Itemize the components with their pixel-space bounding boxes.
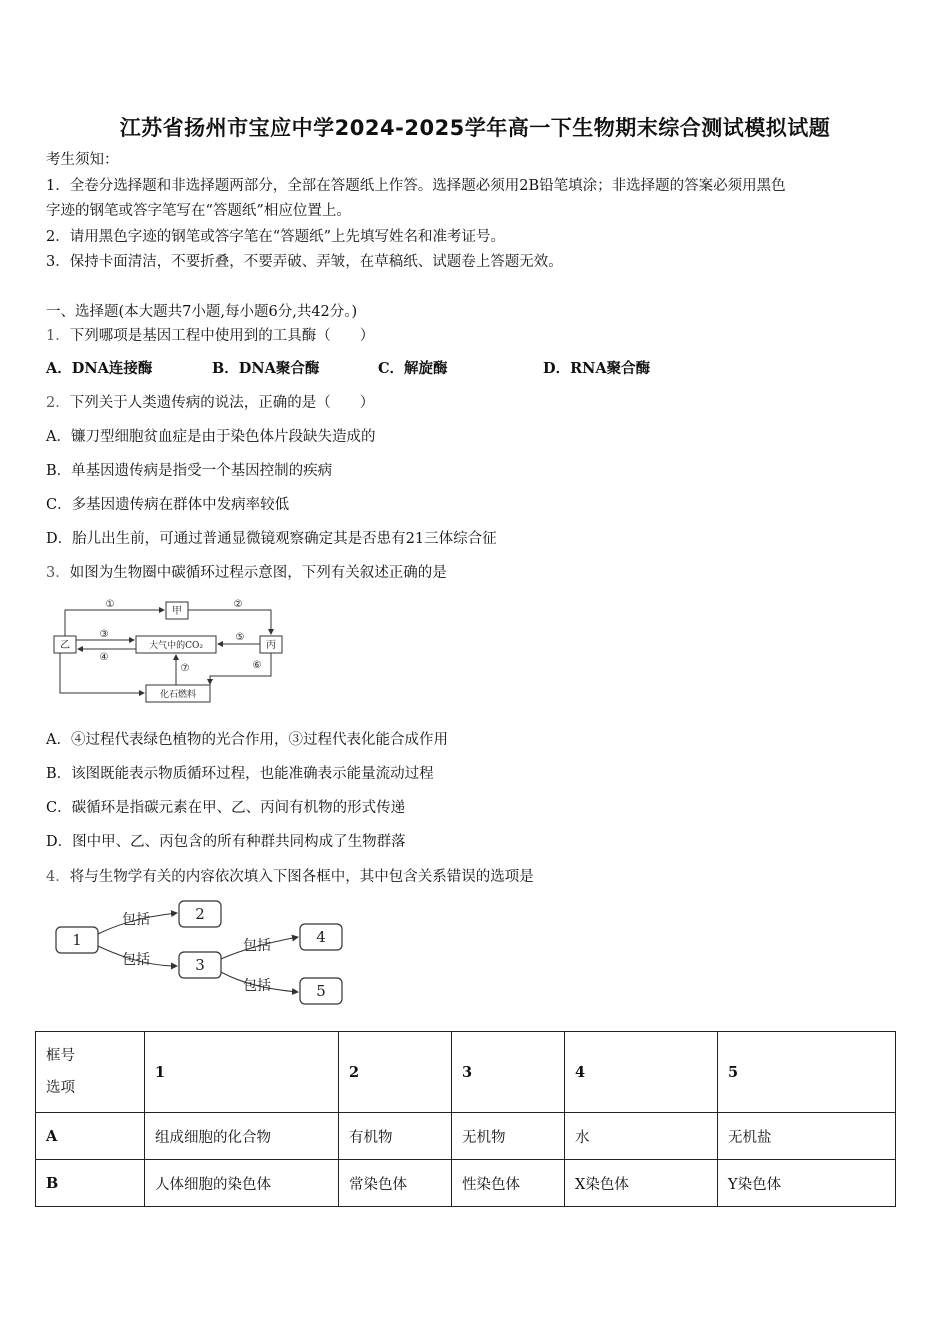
carbon-cycle-diagram [48,596,288,706]
label-yi: 乙 [60,640,70,651]
question-number: 1． [46,328,70,344]
notice-item-1-cont: 字迹的钢笔或答字笔写在“答题纸”相应位置上。 [46,203,351,219]
q3-option-b: B．该图既能表示物质循环过程，也能准确表示能量流动过程 [46,766,434,782]
header-frame-label: 框号 [46,1048,75,1064]
include-label-2: 包括 [122,952,150,968]
q1-option-a: A．DNA连接酶 [46,360,153,377]
mark-2: ② [233,599,243,610]
label-fossil: 化石燃料 [159,690,197,700]
notice-item-1: 1．全卷分选择题和非选择题两部分，全部在答题纸上作答。选择题必须用2B铅笔填涂；非选择题的答案必须用黑色 [46,178,786,194]
table-row-option: A [36,1113,145,1160]
include-label-1: 包括 [122,912,150,928]
table-header-row [36,1032,896,1113]
question-stem: 如图为生物圈中碳循环过程示意图，下列有关叙述正确的是 [69,565,447,581]
q3-option-d: D．图中甲、乙、丙包含的所有种群共同构成了生物群落 [46,834,406,850]
inclusion-diagram [50,896,350,1012]
notice-item-3: 3．保持卡面清洁，不要折叠，不要弄破、弄皱，在草稿纸、试题卷上答题无效。 [46,254,563,270]
question-1 [46,326,374,346]
table-cell: X染色体 [565,1160,718,1207]
q1-option-b: B．DNA聚合酶 [212,360,320,377]
q3-option-a: A．④过程代表绿色植物的光合作用，③过程代表化能合成作用 [46,732,448,748]
question-number: 3． [46,565,70,581]
q3-option-c: C．碳循环是指碳元素在甲、乙、丙间有机物的形式传递 [46,800,406,816]
question-3 [46,563,447,583]
label-co2: 大气中的CO₂ [149,641,203,651]
q1-option-c: C．解旋酶 [378,360,448,377]
table-cell: 性染色体 [452,1160,565,1207]
box-3-label: 3 [195,956,205,974]
table-header-cell: 4 [565,1032,718,1113]
q1-option-d: D．RNA聚合酶 [543,360,651,377]
table-row [36,1160,896,1207]
q1-options [0,359,900,379]
q2-option-c: C．多基因遗传病在群体中发病率较低 [46,497,290,513]
table-cell: 常染色体 [339,1160,452,1207]
question-number: 2． [46,395,70,411]
label-bing: 丙 [266,640,276,651]
box-2-label: 2 [195,905,205,923]
q2-option-b: B．单基因遗传病是指受一个基因控制的疾病 [46,463,333,479]
notice-heading: 考生须知： [46,152,119,168]
table-header-cell: 5 [718,1032,896,1113]
mark-6: ⑥ [252,660,262,671]
answer-table [35,1031,896,1207]
table-cell: 组成细胞的化合物 [145,1113,339,1160]
box-5-label: 5 [316,982,326,1000]
table-cell: 人体细胞的染色体 [145,1160,339,1207]
mark-7: ⑦ [180,663,190,674]
table-header-cell: 2 [339,1032,452,1113]
box-1-label: 1 [72,931,82,949]
table-cell: 水 [565,1113,718,1160]
table-cell: Y染色体 [718,1160,896,1207]
notice-item-2: 2．请用黑色字迹的钢笔或答字笔在“答题纸”上先填写姓名和准考证号。 [46,229,506,245]
table-header-cell: 1 [145,1032,339,1113]
question-stem: 下列哪项是基因工程中使用到的工具酶（ ） [69,328,375,344]
table-header-cell: 3 [452,1032,565,1113]
box-4-label: 4 [316,928,326,946]
question-number: 4． [46,869,70,885]
section-heading: 一、选择题(本大题共7小题,每小题6分,共42分。) [46,304,358,320]
question-stem: 下列关于人类遗传病的说法，正确的是（ ） [69,395,375,411]
table-header-corner [36,1032,145,1113]
mark-3: ③ [99,629,109,640]
label-jia: 甲 [172,606,182,617]
include-label-4: 包括 [243,978,271,994]
question-2 [46,393,374,413]
table-cell: 无机物 [452,1113,565,1160]
header-option-label: 选项 [46,1080,75,1096]
question-4 [46,867,534,887]
mark-1: ① [105,599,115,610]
page-title: 江苏省扬州市宝应中学2024-2025学年高一下生物期末综合测试模拟试题 [119,116,831,140]
table-cell: 无机盐 [718,1113,896,1160]
mark-5: ⑤ [235,632,245,643]
table-row-option: B [36,1160,145,1207]
mark-4: ④ [99,652,109,663]
table-cell: 有机物 [339,1113,452,1160]
include-label-3: 包括 [243,938,271,954]
table-row [36,1113,896,1160]
question-stem: 将与生物学有关的内容依次填入下图各框中，其中包含关系错误的选项是 [69,869,534,885]
q2-option-d: D．胎儿出生前，可通过普通显微镜观察确定其是否患有21三体综合征 [46,531,497,547]
q2-option-a: A．镰刀型细胞贫血症是由于染色体片段缺失造成的 [46,429,376,445]
